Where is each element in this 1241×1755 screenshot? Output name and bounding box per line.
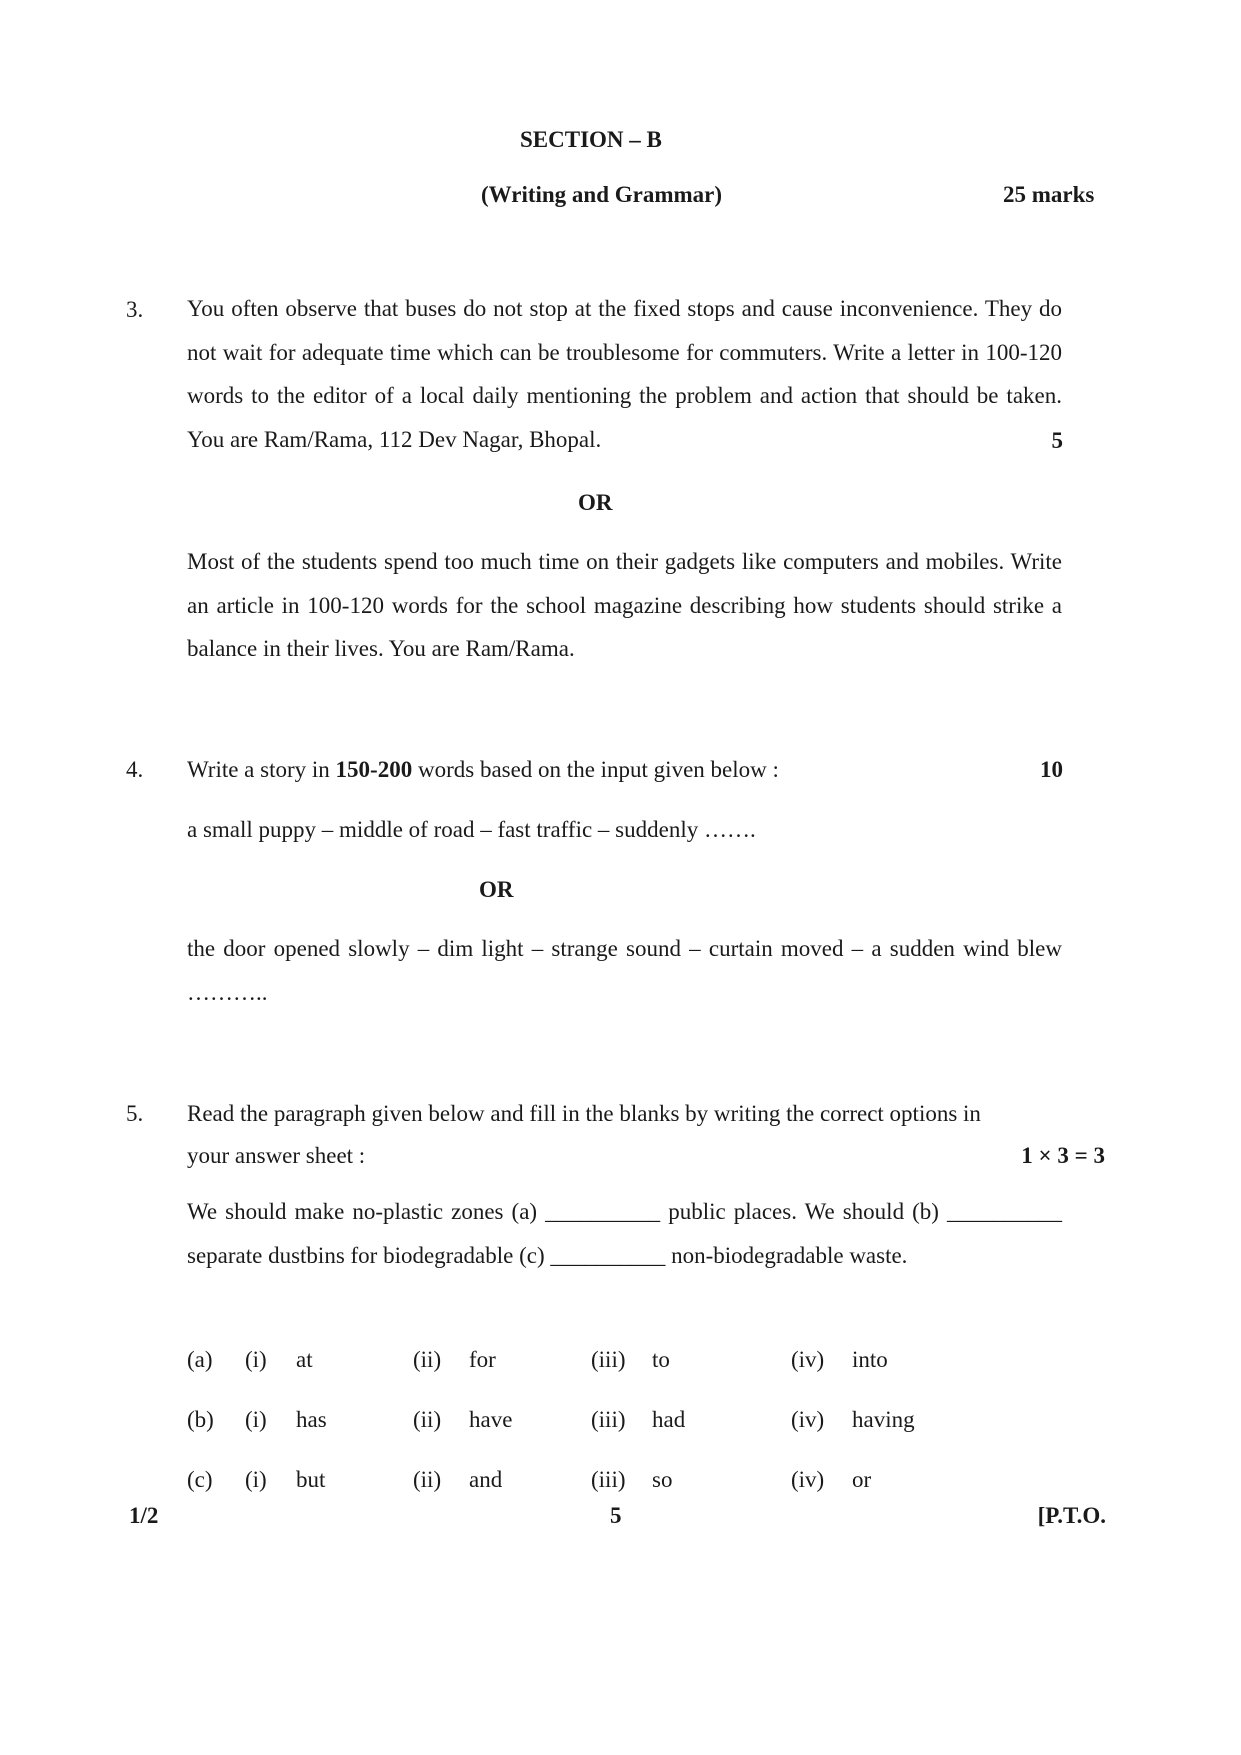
paper-code: 1/2 <box>129 1503 159 1528</box>
question-4-or: OR <box>479 877 514 902</box>
option-row-label: (a) <box>187 1347 213 1372</box>
question-5-paragraph: We should make no-plastic zones (a) __________ public places. We should (b) __________ separate dustbins for biodegradable (c) __________ non-biodegradable waste. <box>187 1199 1062 1268</box>
section-title: SECTION – B <box>520 127 662 152</box>
option-numeral: (iv) <box>791 1347 825 1372</box>
option-text: had <box>652 1407 686 1432</box>
section-subtitle: (Writing and Grammar) <box>481 182 723 207</box>
option-numeral: (ii) <box>413 1347 442 1372</box>
option-numeral: (i) <box>245 1347 267 1372</box>
section-marks: 25 marks <box>1003 182 1095 207</box>
question-5-line-1: Read the paragraph given below and fill in the blanks by writing the correct options in <box>187 1101 981 1126</box>
option-row-label: (b) <box>187 1407 214 1432</box>
question-5-number: 5. <box>126 1101 144 1126</box>
option-numeral: (i) <box>245 1407 267 1432</box>
option-numeral: (iv) <box>791 1467 825 1492</box>
question-5-line-2: your answer sheet : <box>187 1143 366 1168</box>
question-5-marks: 1 × 3 = 3 <box>1021 1143 1105 1168</box>
question-3-text: You often observe that buses do not stop at the fixed stops and cause inconvenience. They do not wait for adequate time which can be troublesome for commuters. Write a letter in 100-120 words to the editor of a local daily mentioning the problem and action that should be taken. You are Ram/Rama, 112 Dev Nagar, Bhopal. <box>187 296 1062 452</box>
question-4-input-2: the door opened slowly – dim light – strange sound – curtain moved – a sudden wind blew ……….. <box>187 936 1062 1005</box>
question-4-text <box>187 757 779 783</box>
pto-label: [P.T.O. <box>1037 1503 1106 1528</box>
page-number: 5 <box>610 1503 622 1528</box>
option-text: and <box>469 1467 503 1492</box>
option-text: have <box>469 1407 513 1432</box>
question-4-word-limit: 150-200 <box>335 757 413 782</box>
question-3-number: 3. <box>126 297 144 322</box>
question-4-input-1: a small puppy – middle of road – fast traffic – suddenly ……. <box>187 817 756 842</box>
question-3-or: OR <box>578 490 613 515</box>
option-text: into <box>852 1347 888 1372</box>
option-row-label: (c) <box>187 1467 213 1492</box>
option-text: for <box>469 1347 496 1372</box>
option-numeral: (ii) <box>413 1467 442 1492</box>
option-text: so <box>652 1467 673 1492</box>
option-numeral: (iii) <box>591 1347 626 1372</box>
option-numeral: (iii) <box>591 1407 626 1432</box>
question-3-marks: 5 <box>1051 428 1063 453</box>
option-text: to <box>652 1347 670 1372</box>
question-3-alt-text: Most of the students spend too much time on their gadgets like computers and mobiles. Write an article in 100-120 words for the school magazine describing how students should strike a balance in their lives. You are Ram/Rama. <box>187 549 1062 661</box>
option-numeral: (i) <box>245 1467 267 1492</box>
option-text: having <box>852 1407 915 1432</box>
option-text: but <box>296 1467 326 1492</box>
option-text: or <box>852 1467 872 1492</box>
option-numeral: (ii) <box>413 1407 442 1432</box>
question-4-marks: 10 <box>1040 757 1063 782</box>
option-numeral: (iv) <box>791 1407 825 1432</box>
question-4-number: 4. <box>126 757 144 782</box>
option-text: at <box>296 1347 313 1372</box>
question-4-text-before: Write a story in <box>187 757 336 782</box>
question-4-text-after: words based on the input given below : <box>412 757 779 782</box>
option-text: has <box>296 1407 327 1432</box>
option-numeral: (iii) <box>591 1467 626 1492</box>
